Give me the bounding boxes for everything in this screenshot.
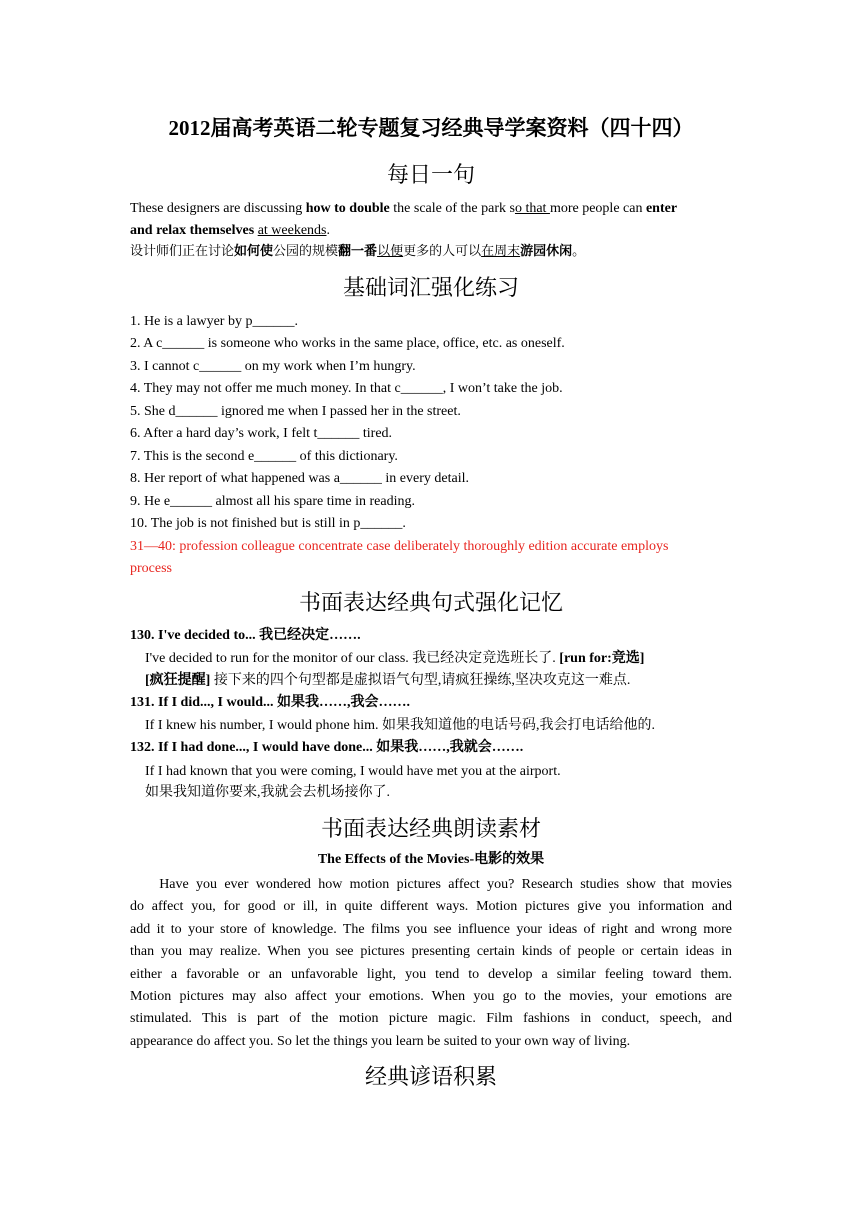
reading-passage (130, 874, 732, 1053)
daily-en-text: the scale of the park s (389, 201, 515, 216)
daily-en-text: . (326, 223, 330, 238)
daily-cn-text: 更多的人可以 (403, 244, 482, 259)
vocab-item: 3. I cannot c______ on my work when I’m hungry. (130, 359, 416, 374)
pattern-tip-text: 接下来的四个句型都是虚拟语气句型,请疯狂操练,坚决攻克这一难点. (210, 673, 631, 688)
daily-cn-underline: 在周末 (481, 244, 521, 259)
vocab-item: 8. Her report of what happened was a______ in every detail. (130, 471, 469, 486)
vocab-item: 7. This is the second e______ of this dictionary. (130, 449, 398, 464)
vocab-item: 4. They may not offer me much money. In that c______, I won’t take the job. (130, 381, 563, 396)
daily-en-text: more people can (549, 201, 646, 216)
pattern-title-dot: . (406, 695, 411, 710)
pattern-130-tip (145, 671, 630, 691)
daily-en-bold: how to double (305, 201, 390, 216)
passage-line: stimulated. This is part of the motion picture magic. Film fashions in conduct, speech, and (130, 1011, 732, 1027)
passage-line: do affect you, for good or ill, in quite different ways. Motion pictures give you information and (130, 899, 732, 915)
daily-cn-text: 。 (572, 244, 586, 259)
daily-en-bold: and relax themselves (130, 223, 255, 238)
passage-line: than you may realize. When you see pictures presenting certain kinds of people or certain ideas in (130, 944, 732, 960)
pattern-132-example-cn: 如果我知道你要来,我就会去机场接你了. (145, 785, 390, 800)
daily-en-underline: o that (514, 201, 550, 216)
daily-cn-text: 设计师们正在讨论 (130, 244, 235, 259)
daily-sentence-cn (130, 242, 585, 262)
pattern-132-example: If I had known that you were coming, I would have met you at the airport. (145, 764, 561, 779)
vocab-item: 10. The job is not finished but is still in p______. (130, 516, 406, 531)
daily-sentence-en-line2 (130, 221, 330, 241)
pattern-title-text: 130. I've decided to... 我已经决定…… (130, 628, 358, 643)
section-heading-proverbs: 经典谚语积累 (364, 1065, 497, 1090)
pattern-title-text: 132. If I had done..., I would have done... 如果我……,我就会…… (130, 740, 520, 755)
pattern-131-title (130, 693, 410, 713)
pattern-title-text: 131. If I did..., I would... 如果我……,我会…… (130, 695, 407, 710)
daily-en-text: These designers are discussing (130, 201, 306, 216)
vocab-answers-continued: process (130, 561, 172, 576)
pattern-130-example (145, 649, 644, 669)
passage-line: Motion pictures may also affect your emotions. When you go to the movies, your emotions are (130, 989, 732, 1005)
pattern-131-example: If I knew his number, I would phone him. 如果我知道他的电话号码,我会打电话给他的. (145, 718, 656, 733)
section-heading-patterns: 书面表达经典句式强化记忆 (298, 591, 563, 616)
section-heading-reading: 书面表达经典朗读素材 (320, 817, 541, 842)
passage-line: either a favorable or an unfavorable light, you tend to develop a similar feeling toward them. (130, 966, 732, 982)
section-heading-daily: 每日一句 (386, 163, 475, 188)
pattern-132-title (130, 738, 523, 758)
page-title: 2012届高考英语二轮专题复习经典导学案资料（四十四） (168, 116, 694, 140)
vocab-item: 2. A c______ is someone who works in the same place, office, etc. as oneself. (130, 336, 565, 351)
pattern-note: [run for:竞选] (559, 651, 645, 666)
section-heading-vocab: 基础词汇强化练习 (342, 276, 519, 301)
daily-sentence-en-line1 (130, 199, 677, 219)
passage-line: add it to your store of knowledge. The films you see influence your ideas of right and wrong more (130, 921, 732, 937)
vocab-item: 1. He is a lawyer by p______. (130, 314, 298, 329)
vocab-item: 5. She d______ ignored me when I passed her in the street. (130, 404, 461, 419)
daily-en-underline: at weekends (257, 223, 327, 238)
daily-cn-bold: 翻一番 (338, 244, 378, 259)
daily-en-bold: enter (645, 201, 678, 216)
vocab-answers: 31—40: profession colleague concentrate case deliberately thoroughly edition accurate employs (130, 539, 669, 554)
pattern-example-text: I've decided to run for the monitor of our class. 我已经决定竞选班长了. (145, 651, 560, 666)
vocab-item: 6. After a hard day’s work, I felt t______ tired. (130, 426, 393, 441)
daily-cn-bold: 游园休闲 (520, 244, 573, 259)
daily-cn-bold: 如何使 (234, 244, 274, 259)
daily-cn-text: 公园的规模 (273, 244, 339, 259)
pattern-title-dot: . (357, 628, 361, 643)
pattern-tip-label: [疯狂提醒] (145, 673, 211, 688)
passage-line: Have you ever wondered how motion pictures affect you? Research studies show that movies (130, 877, 732, 892)
pattern-title-dot: . (519, 740, 524, 755)
reading-subtitle: The Effects of the Movies-电影的效果 (317, 852, 545, 867)
passage-line: appearance do affect you. So let the things you learn be suited to your own way of living. (130, 1033, 631, 1049)
daily-cn-underline: 以便 (377, 244, 404, 259)
pattern-130-title (130, 626, 361, 646)
vocab-item: 9. He e______ almost all his spare time in reading. (130, 494, 415, 509)
